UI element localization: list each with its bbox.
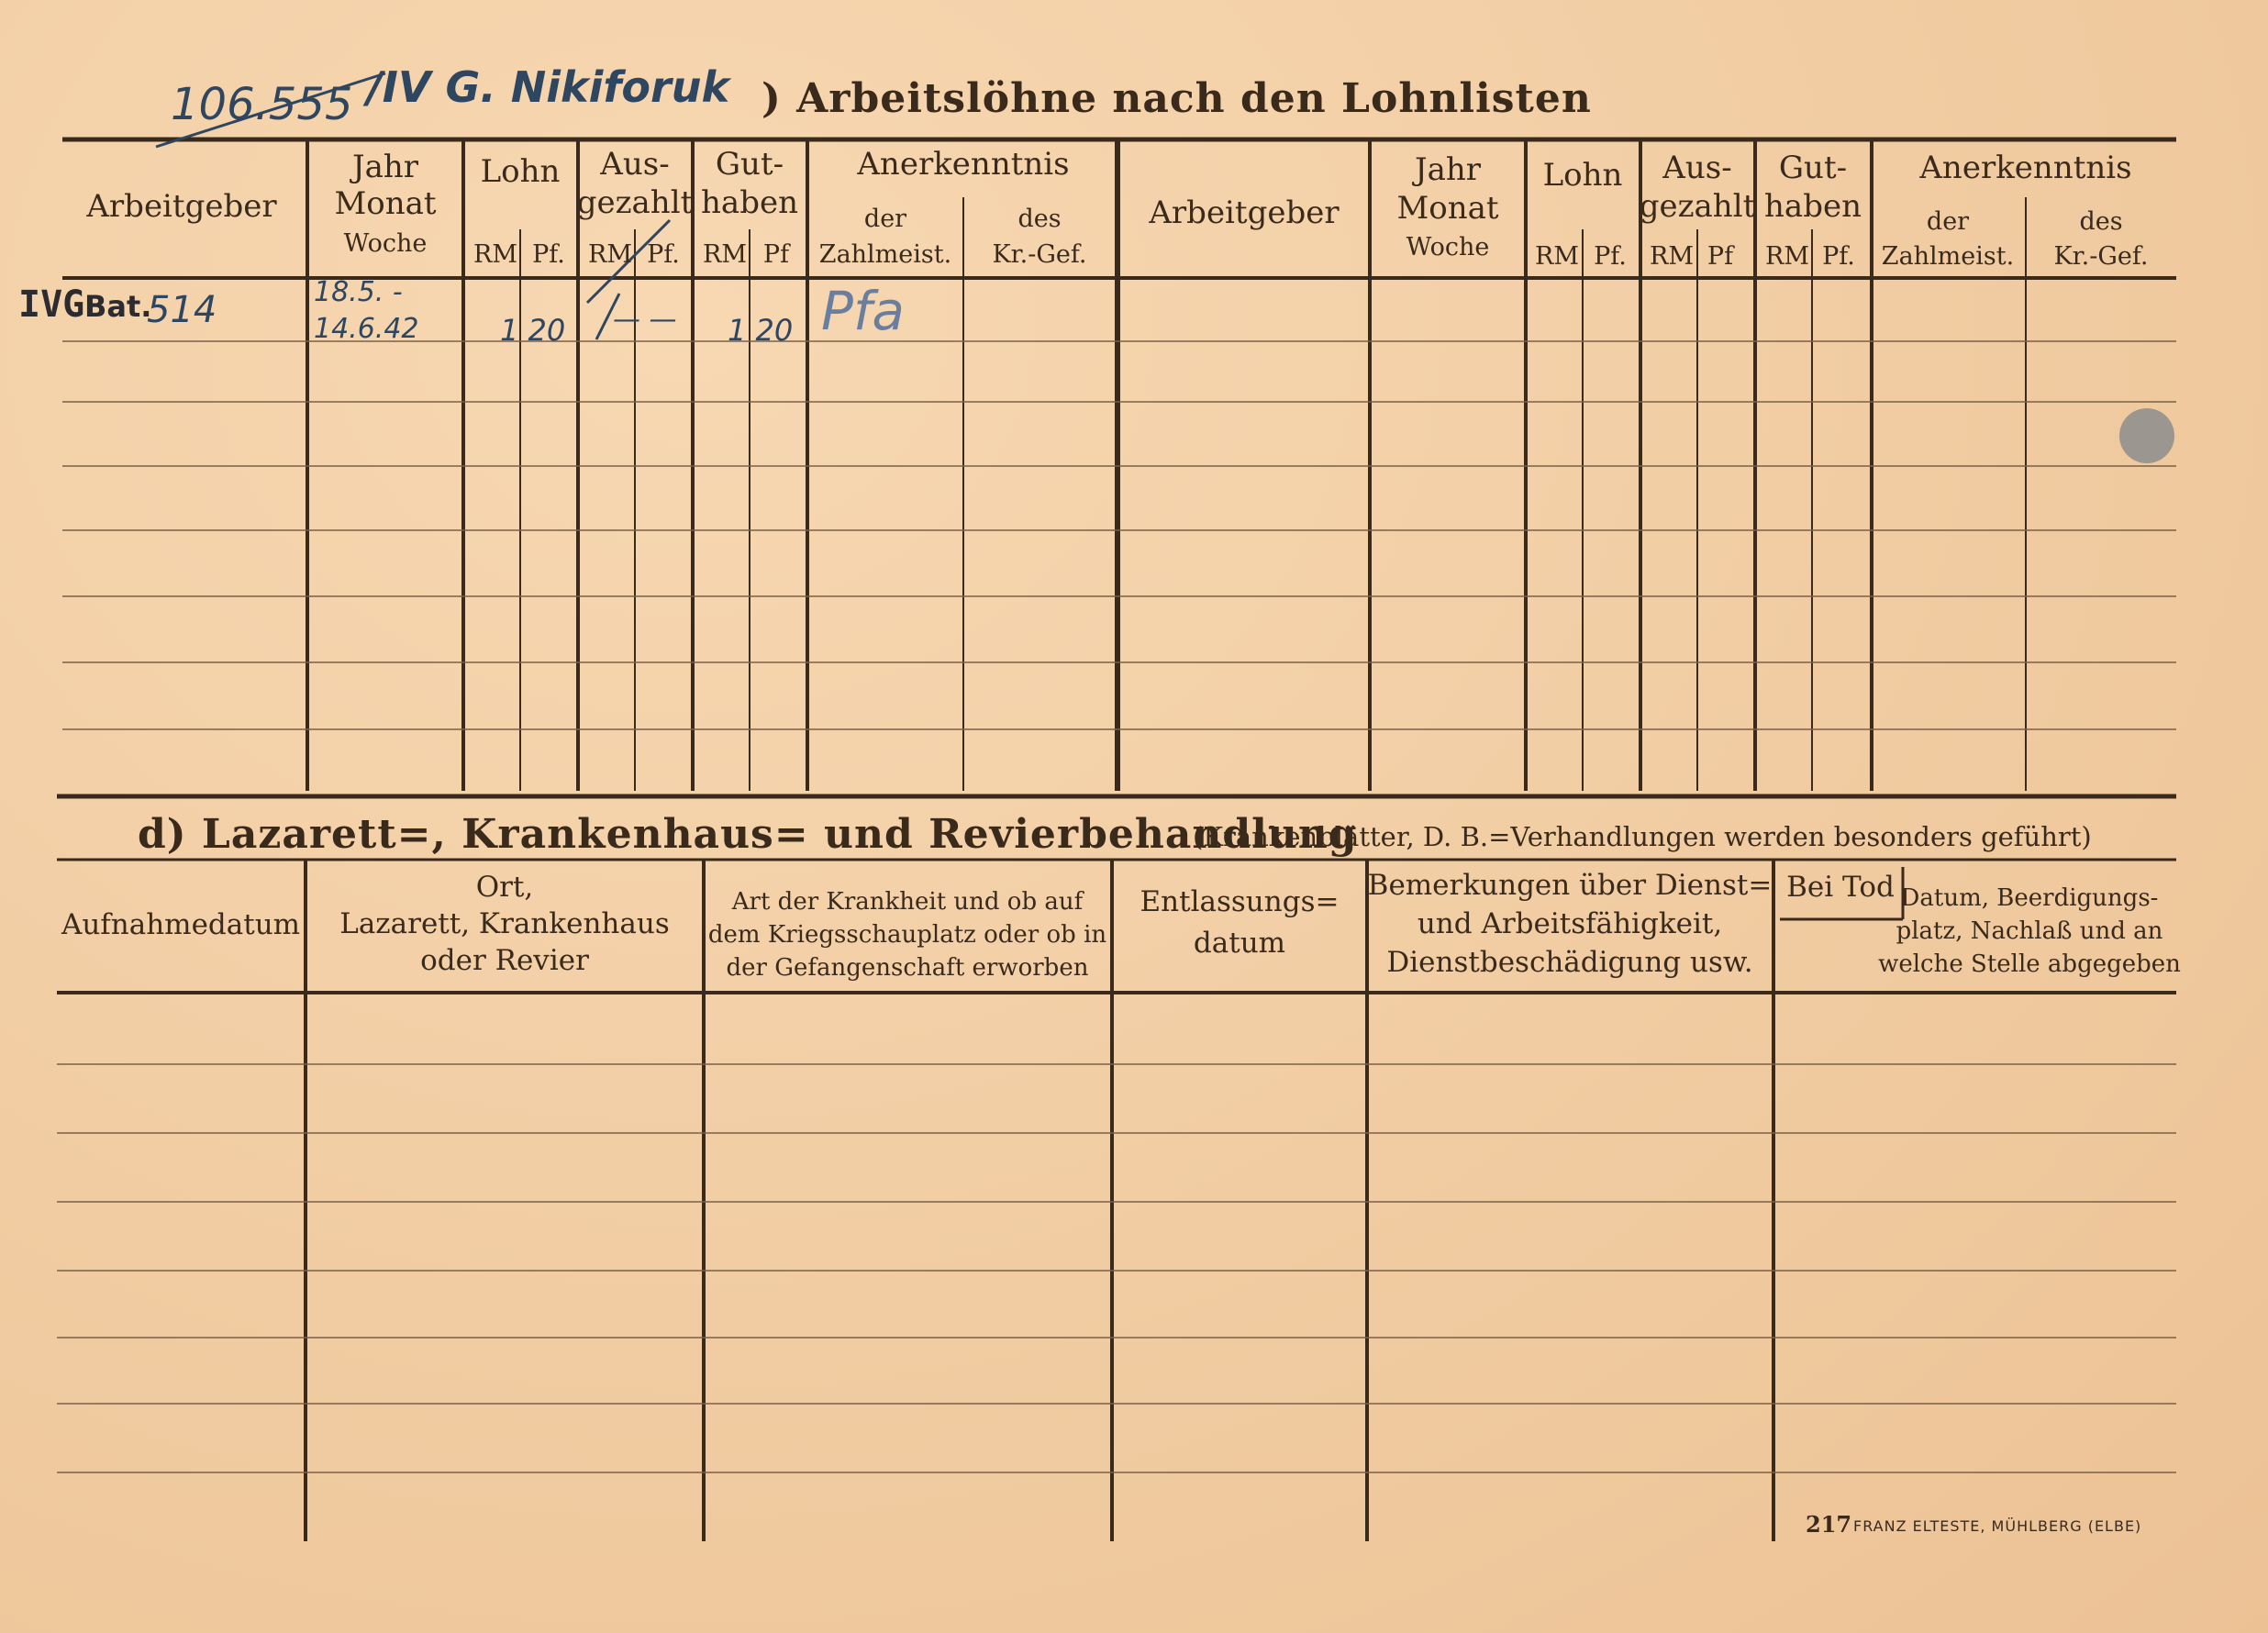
header-pf-lohn-left: Pf.: [532, 240, 565, 269]
header-krgef-left: Kr.-Gef.: [992, 240, 1087, 269]
footer-printer: FRANZ ELTESTE, MÜHLBERG (ELBE): [1853, 1517, 2142, 1535]
header-gut1-right: Gut-: [1778, 150, 1848, 186]
header-anerkenntnis-left: Anerkenntnis: [857, 146, 1070, 183]
header-monat-right: Monat: [1396, 190, 1499, 227]
header-aus2-left: gezahlt: [576, 184, 694, 221]
header-art-3: der Gefangenschaft erworben: [726, 954, 1089, 982]
header-zahlmeist-right: Zahlmeist.: [1881, 242, 2015, 271]
header-gut2-left: haben: [701, 184, 798, 221]
header-pf-aus-left: Pf.: [647, 240, 680, 269]
header-gut2-right: haben: [1764, 188, 1862, 225]
header-lohn-right: Lohn: [1542, 157, 1623, 194]
header-datum-3: welche Stelle abgegeben: [1878, 950, 2181, 978]
header-ort-2: Lazarett, Krankenhaus: [339, 907, 670, 940]
header-ort-3: oder Revier: [420, 944, 589, 977]
header-entlassung-1: Entlassungs=: [1140, 885, 1340, 918]
header-gut1-left: Gut-: [715, 146, 784, 183]
header-aus2-right: gezahlt: [1639, 188, 1756, 225]
handwritten-file-number: 106.555: [171, 79, 353, 130]
header-der-left: der: [863, 205, 907, 233]
header-jahr-left: Jahr: [351, 149, 419, 185]
header-bemerkungen-2: und Arbeitsfähigkeit,: [1417, 907, 1723, 940]
header-arbeitgeber-left: Arbeitgeber: [86, 188, 277, 225]
header-arbeitgeber-right: Arbeitgeber: [1149, 194, 1340, 231]
header-aufnahmedatum: Aufnahmedatum: [61, 908, 301, 941]
header-jahr-right: Jahr: [1414, 151, 1482, 188]
header-rm-aus-right: RM: [1650, 242, 1694, 271]
header-woche-right: Woche: [1406, 233, 1490, 261]
row1-lohn: 1 20: [500, 313, 566, 348]
header-bemerkungen-1: Bemerkungen über Dienst=: [1367, 869, 1773, 902]
row1-date-line2: 14.6.42: [314, 313, 419, 345]
header-rm-aus-left: RM: [588, 240, 632, 269]
header-pf-lohn-right: Pf.: [1594, 242, 1627, 271]
row1-initials: Pfa: [821, 280, 905, 342]
footer-form-number: 217: [1806, 1511, 1852, 1538]
stamp-bat: Bat.: [84, 289, 152, 324]
header-rm-gut-right: RM: [1765, 242, 1809, 271]
header-pf-aus-right: Pf: [1707, 242, 1734, 271]
header-krgef-right: Kr.-Gef.: [2053, 242, 2149, 271]
header-anerkenntnis-right: Anerkenntnis: [1919, 150, 2132, 186]
header-rm-lohn-right: RM: [1535, 242, 1579, 271]
header-pf-gut-right: Pf.: [1822, 242, 1855, 271]
header-pf-gut-left: Pf: [762, 240, 790, 269]
header-datum-1: Datum, Beerdigungs-: [1900, 884, 2159, 912]
row1-employer: 514: [147, 289, 217, 331]
header-bei-tod: Bei Tod: [1786, 871, 1895, 904]
header-art-2: dem Kriegsschauplatz oder ob in: [707, 921, 1107, 949]
header-ort-1: Ort,: [475, 871, 534, 904]
header-rm-gut-left: RM: [703, 240, 747, 269]
header-aus1-right: Aus-: [1662, 150, 1732, 186]
header-des-left: des: [1017, 205, 1062, 233]
header-entlassung-2: datum: [1193, 927, 1286, 960]
header-rm-lohn-left: RM: [473, 240, 517, 269]
header-art-1: Art der Krankheit und ob auf: [731, 888, 1084, 916]
stamp-ivg: IVG: [18, 283, 85, 326]
header-der-right: der: [1926, 207, 1970, 236]
header-monat-left: Monat: [334, 185, 437, 222]
row1-ausgezahlt: — —: [613, 304, 677, 336]
header-aus1-left: Aus-: [600, 146, 670, 183]
section-c-title: ) Arbeitslöhne nach den Lohnlisten: [762, 75, 1592, 122]
header-datum-2: platz, Nachlaß und an: [1896, 917, 2163, 945]
header-des-right: des: [2079, 207, 2123, 236]
row1-date-line1: 18.5. -: [314, 276, 403, 308]
row1-guthaben: 1 20: [728, 313, 794, 348]
section-d-title: d) Lazarett=, Krankenhaus= und Revierbehandlung: [138, 811, 1358, 858]
handwritten-name: /IV G. Nikiforuk: [367, 62, 730, 112]
header-woche-left: Woche: [343, 229, 428, 258]
section-d-note: (Krankenblätter, D. B.=Verhandlungen werden besonders geführt): [1193, 821, 2092, 852]
header-bemerkungen-3: Dienstbeschädigung usw.: [1386, 946, 1753, 979]
header-lohn-left: Lohn: [480, 153, 561, 190]
header-zahlmeist-left: Zahlmeist.: [818, 240, 952, 269]
